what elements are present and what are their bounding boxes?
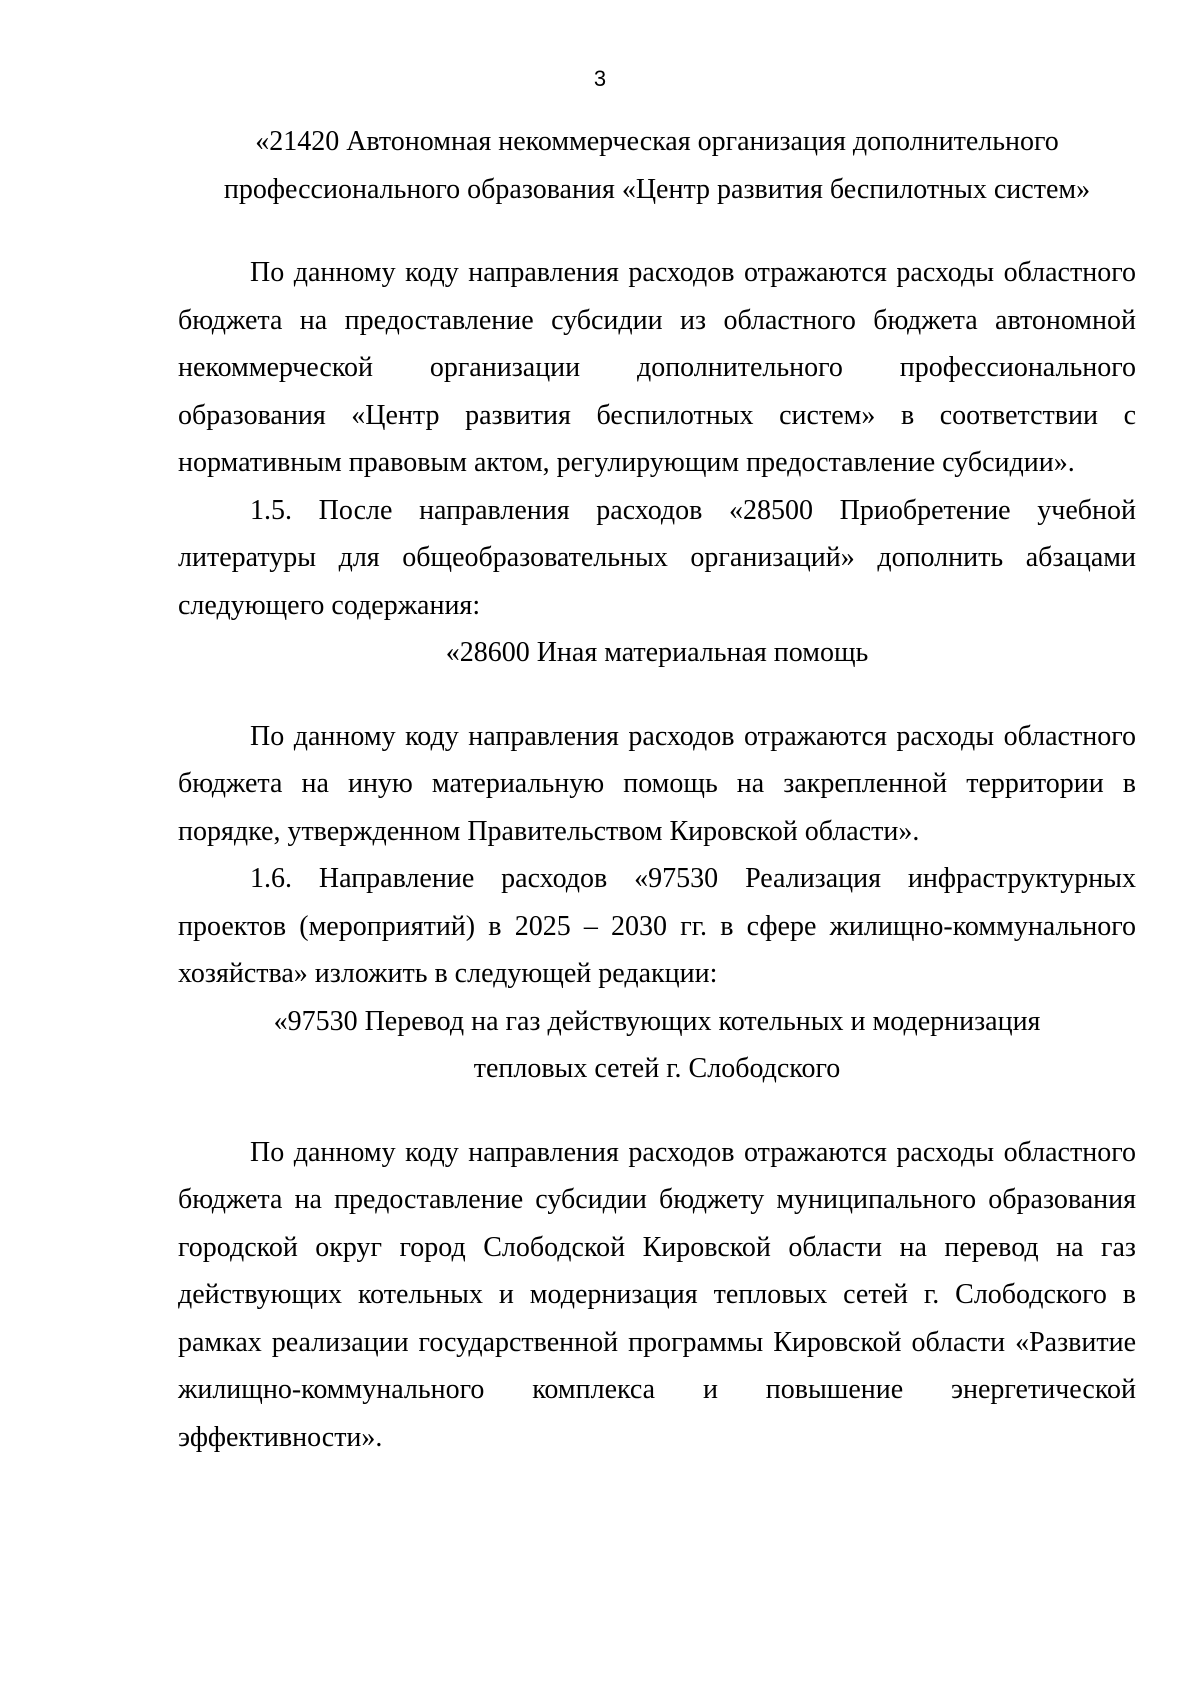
page-number: 3 [593,66,607,91]
code-heading-28600 [178,629,1136,677]
spacer [178,677,1136,713]
paragraph-1-6: 1.6. Направление расходов «97530 Реализация инфраструктурных проектов (мероприятий) в 2025 – 2030 гг. в сфере жилищно-коммунального хозяйства» изложить в следующей редакции: [178,863,1136,989]
paragraph-21420-description: По данному коду направления расходов отражаются расходы областного бюджета на предоставление субсидии из областного бюджета автономной некоммерческой организации дополнительного профессионального образования «Центр развития беспилотных систем» в соответствии с нормативным правовым актом, регулирующим предоставление субсидии». [178,257,1136,478]
code-heading-97530 [178,998,1136,1093]
heading-line: «97530 Перевод на газ действующих котельных и модернизация [273,1005,1041,1037]
code-heading-21420 [178,118,1136,213]
heading-line: «28600 Иная материальная помощь [445,637,869,668]
paragraph-97530-description: По данному коду направления расходов отражаются расходы областного бюджета на предоставление субсидии бюджету муниципального образования городской округ город Слободской Кировской области на перевод на газ действующих котельных и модернизация тепловых сетей г. Слободского в рамках реализации государственной программы Кировской области «Развитие жилищно-коммунального комплекса и повышение энергетической эффективности». [178,1136,1136,1453]
heading-line: профессионального образования «Центр развития беспилотных систем» [223,173,1091,205]
paragraph-28600-description: По данному коду направления расходов отражаются расходы областного бюджета на иную материальную помощь на закрепленной территории в порядке, утвержденном Правительством Кировской области». [178,720,1136,847]
heading-line: «21420 Автономная некоммерческая организация дополнительного [255,126,1059,157]
heading-line: тепловых сетей г. Слободского [473,1053,841,1084]
spacer [178,1093,1136,1129]
paragraph-1-5: 1.5. После направления расходов «28500 Приобретение учебной литературы для общеобразовательных организаций» дополнить абзацами следующего содержания: [178,494,1136,621]
document-body [178,118,1136,1461]
spacer [178,213,1136,249]
